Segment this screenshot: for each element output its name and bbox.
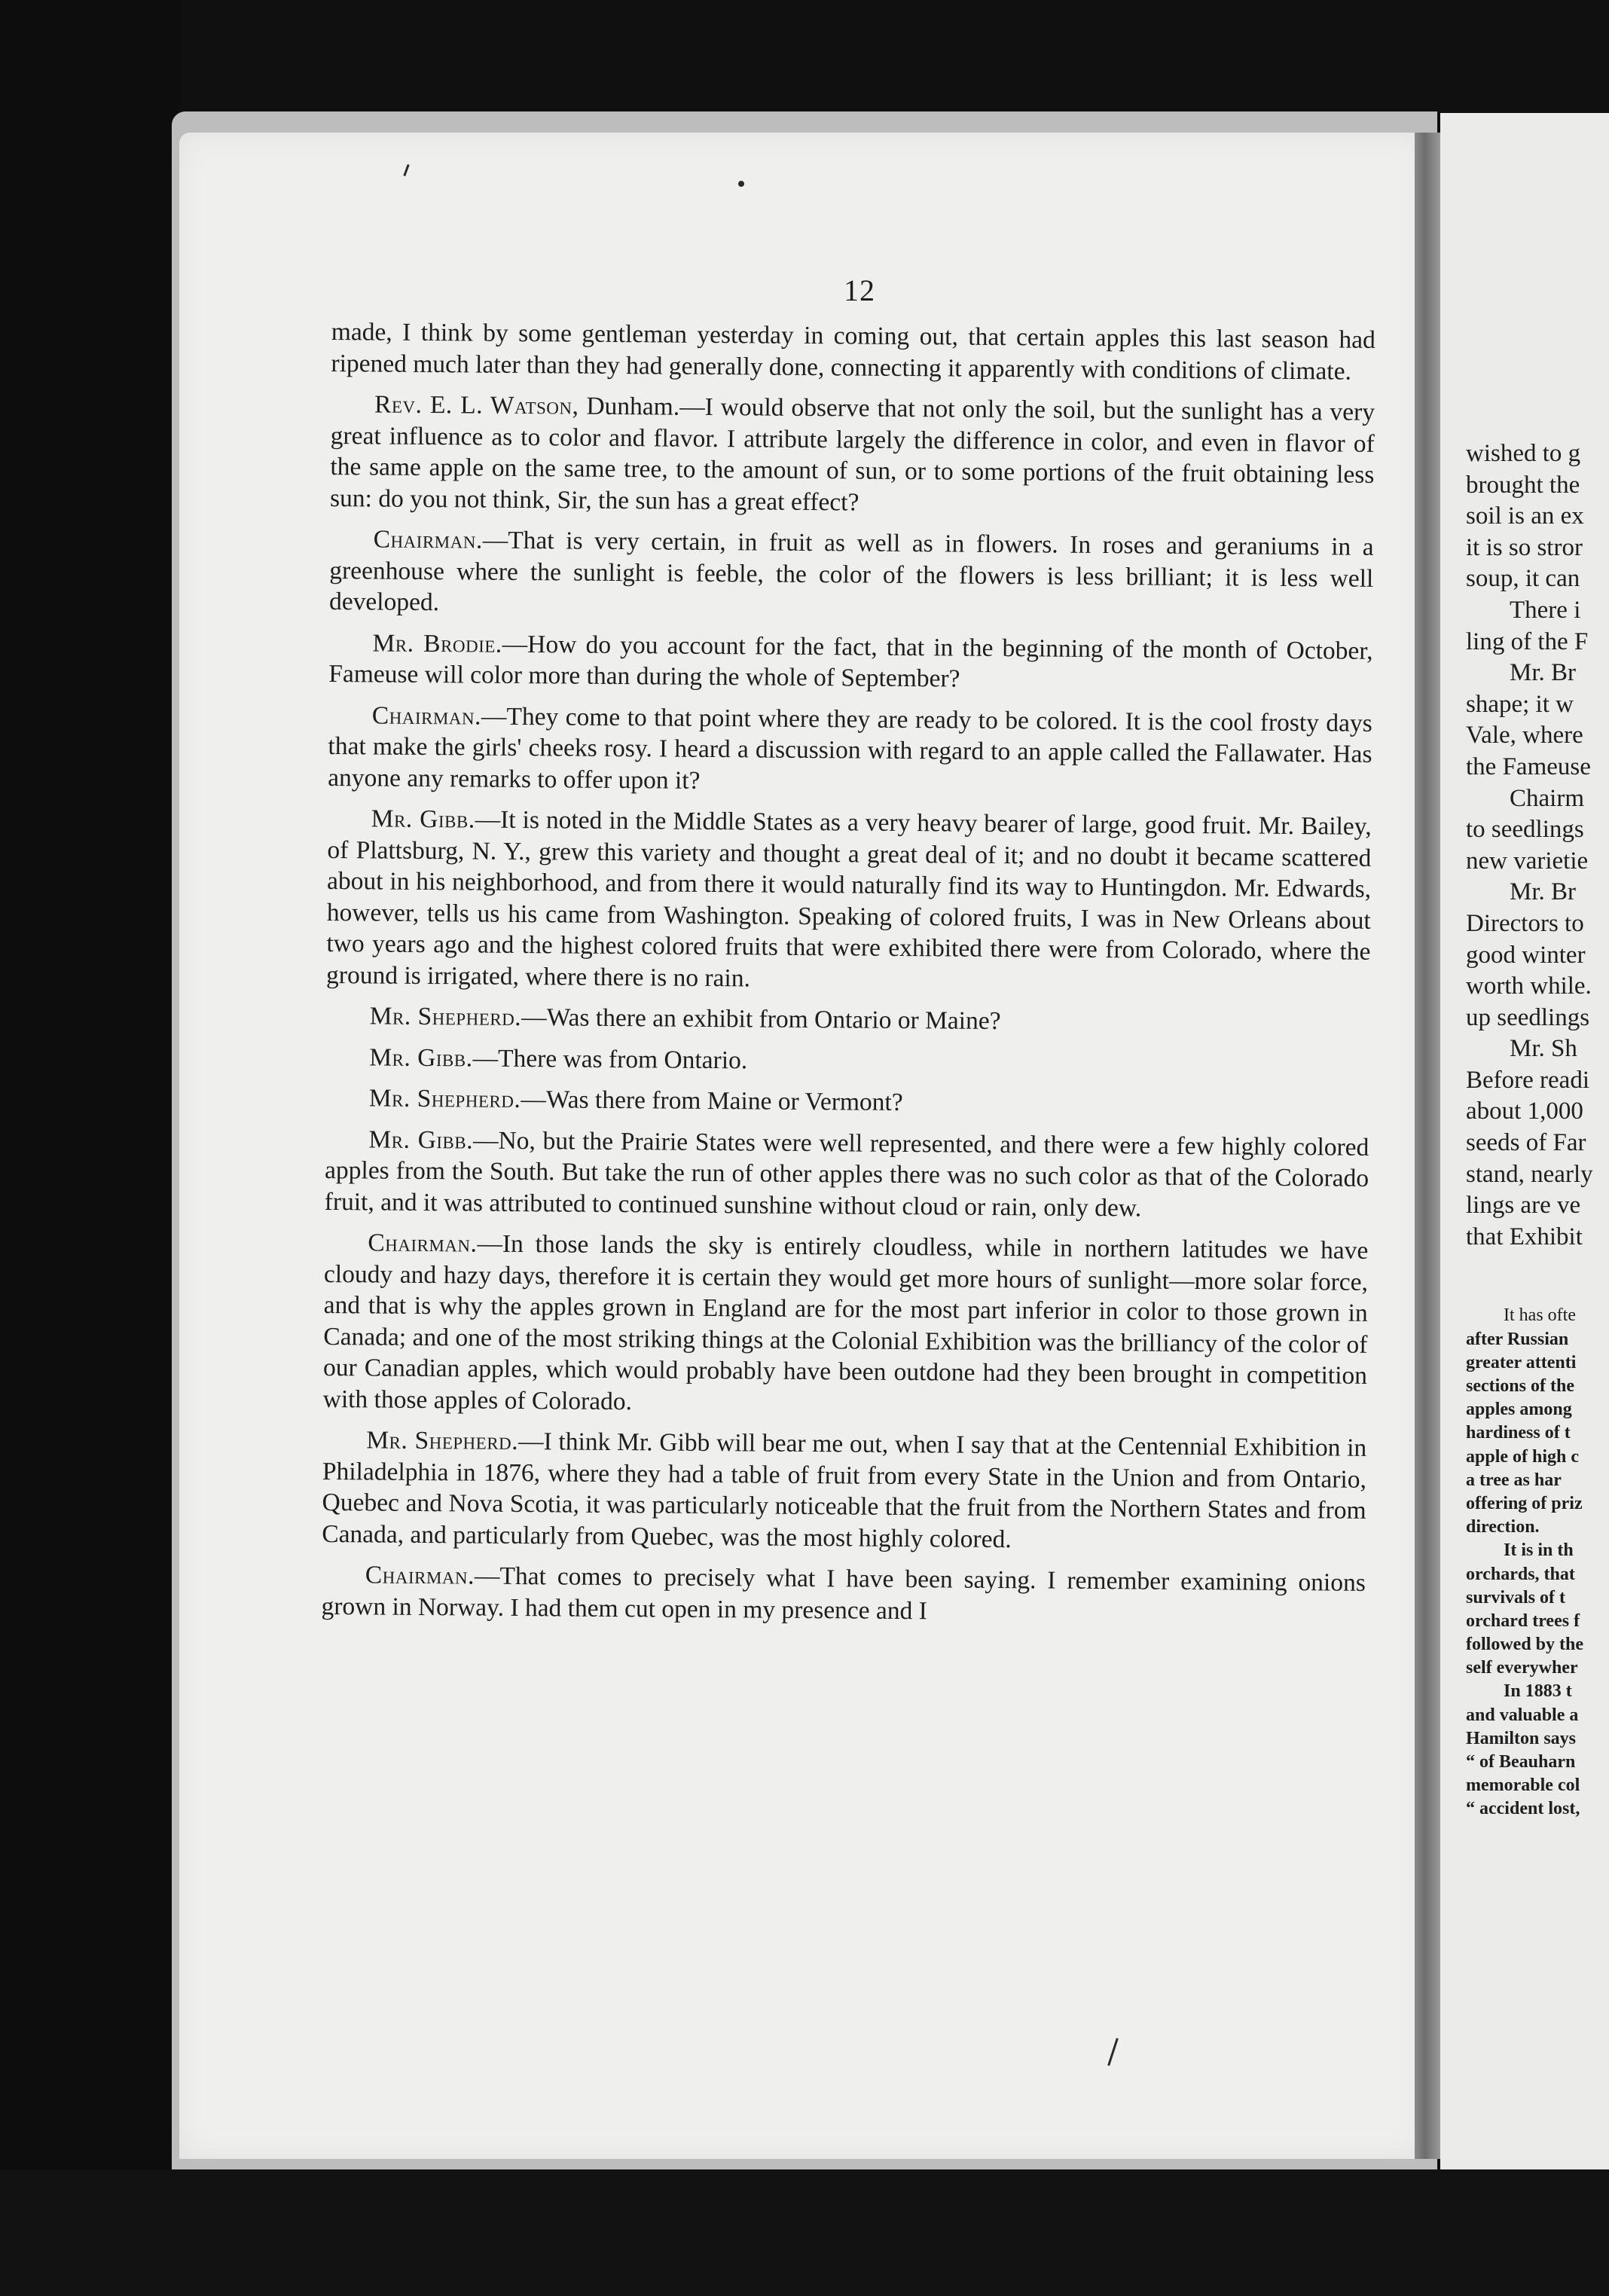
paragraph-text: —Was there from Maine or Vermont? bbox=[521, 1085, 903, 1116]
facing-line: sections of the bbox=[1466, 1376, 1574, 1396]
speaker-name: Chairman. bbox=[365, 1561, 475, 1590]
facing-line: seeds of Far bbox=[1466, 1129, 1586, 1157]
facing-line: and valuable a bbox=[1466, 1705, 1579, 1725]
speaker-name: Chairman. bbox=[371, 701, 482, 731]
facing-line: to seedlings bbox=[1466, 816, 1584, 844]
facing-line: offering of priz bbox=[1466, 1493, 1583, 1513]
paragraph-text: —In those lands the sky is entirely cloudless, while in northern latitudes we have cloudy and hazy days, therefore it is certain they would get more hours of sunlight—more solar force, and that is why the apples grown in England are for the most part inferior in color to those grown in Canada; and one of the most striking things at the Colonial Exhibition was the brilliancy of the color of our Canadian apples, which would probably have been outdone had they been brought in competition with those apples of Colorado. bbox=[322, 1229, 1369, 1415]
facing-page-small-lines bbox=[1466, 1304, 1609, 1821]
facing-line: “ accident lost, bbox=[1466, 1799, 1580, 1819]
speaker-name: Mr. Gibb. bbox=[371, 805, 475, 834]
facing-line: direction. bbox=[1466, 1517, 1540, 1537]
paragraph bbox=[325, 1082, 1369, 1122]
speaker-name: Chairman. bbox=[373, 525, 483, 554]
paragraph bbox=[322, 1424, 1366, 1558]
paragraph bbox=[321, 1559, 1366, 1630]
facing-line: shape; it w bbox=[1466, 690, 1574, 718]
facing-line: up seedlings bbox=[1466, 1003, 1590, 1031]
page-number: 12 bbox=[844, 273, 875, 307]
facing-line: it is so stror bbox=[1466, 533, 1583, 561]
facing-line: good winter bbox=[1466, 941, 1586, 969]
scan-bottom-backdrop bbox=[0, 2169, 1609, 2296]
facing-line: Chairm bbox=[1510, 784, 1584, 812]
paragraph bbox=[326, 1000, 1370, 1040]
paragraph bbox=[329, 524, 1374, 625]
paragraph bbox=[328, 627, 1373, 698]
scan-speck bbox=[738, 181, 744, 187]
paragraph-text: Dunham.—I would observe that not only the soil, but the sunlight has a very great influence as to color and flavor. I attribute largely the difference in color, and even in flavor of the same apple on the same tree, to the amount of sun, or to some portions of the fruit obtaining less sun: do you not think, Sir, the sun has a great effect? bbox=[329, 392, 1375, 517]
facing-line: ling of the F bbox=[1466, 627, 1589, 655]
facing-line: Hamilton says bbox=[1466, 1728, 1577, 1748]
paragraph-text: —I think Mr. Gibb will bear me out, when I say that at the Centennial Exhibition in Philadelphia in 1876, where they had a table of fruit from every State in the Union and from Ontario, Quebec and Nova Scotia, it was particularly noticeable that the fruit from the Northern States and from Canada, and particularly from Quebec, was the most highly colored. bbox=[322, 1427, 1367, 1553]
facing-line: wished to g bbox=[1466, 440, 1581, 467]
facing-line: followed by the bbox=[1466, 1635, 1583, 1655]
paragraph bbox=[331, 316, 1375, 387]
facing-line: soup, it can bbox=[1466, 565, 1580, 593]
facing-line: There i bbox=[1510, 596, 1581, 624]
paragraph-text: —That comes to precisely what I have been saying. I remember examining onions grown in Norway. I had them cut open in my presence and I bbox=[321, 1562, 1366, 1625]
book-gutter bbox=[1415, 133, 1440, 2159]
facing-line: orchards, that bbox=[1466, 1564, 1575, 1584]
facing-line: about 1,000 bbox=[1466, 1098, 1583, 1125]
facing-line: after Russian bbox=[1466, 1329, 1569, 1349]
facing-line: brought the bbox=[1466, 471, 1580, 499]
speaker-name: Mr. Gibb. bbox=[369, 1043, 473, 1073]
facing-line: a tree as har bbox=[1466, 1470, 1562, 1490]
facing-page-text bbox=[1466, 438, 1609, 1821]
paragraph-text: —How do you account for the fact, that in the beginning of the month of October, Fameuse will color more than during the whole of September? bbox=[328, 630, 1373, 693]
facing-line: Before readi bbox=[1466, 1066, 1589, 1094]
facing-line: Mr. Br bbox=[1510, 878, 1577, 906]
facing-line: Directors to bbox=[1466, 909, 1584, 937]
facing-line: new varietie bbox=[1466, 847, 1589, 875]
facing-line: that Exhibit bbox=[1466, 1223, 1583, 1250]
facing-page-large-lines bbox=[1466, 438, 1609, 1253]
facing-line: lings are ve bbox=[1466, 1192, 1581, 1220]
paragraph-text: —There was from Ontario. bbox=[472, 1044, 748, 1074]
facing-line: self everywher bbox=[1466, 1658, 1578, 1678]
facing-line: Vale, where bbox=[1466, 722, 1583, 750]
paragraph bbox=[328, 699, 1372, 801]
facing-line: In 1883 t bbox=[1504, 1681, 1572, 1702]
facing-line: It has ofte bbox=[1504, 1305, 1576, 1326]
facing-line: “ of Beauharn bbox=[1466, 1752, 1576, 1772]
paragraph-text: —It is noted in the Middle States as a very heavy bearer of large, good fruit. Mr. Bailey, of Plattsburg, N. Y., grew this variety and thought a great deal of it; and no doubt it became scattered about in his neighborhood, and from there it would naturally find its way to Huntingdon. Mr. Edwards, however, tells us his came from Washington. Speaking of colored fruits, I was in New Orleans about two years ago and the highest colored fruits that were exhibited there were from Colorado, where the ground is irrigated, where there is no rain. bbox=[325, 805, 1372, 992]
paragraph bbox=[325, 1041, 1369, 1080]
paragraph bbox=[326, 803, 1372, 999]
facing-line: It is in th bbox=[1504, 1540, 1574, 1561]
right-page bbox=[1440, 113, 1609, 2169]
facing-line: hardiness of t bbox=[1466, 1423, 1571, 1443]
speaker-name: Mr. Shepherd. bbox=[366, 1426, 519, 1455]
facing-line: survivals of t bbox=[1466, 1587, 1565, 1608]
facing-line: Mr. Sh bbox=[1510, 1035, 1577, 1063]
paragraph bbox=[323, 1227, 1369, 1423]
facing-line: worth while. bbox=[1466, 972, 1592, 1000]
facing-line: orchard trees f bbox=[1466, 1611, 1580, 1631]
paragraph bbox=[330, 389, 1375, 522]
speaker-name: Chairman. bbox=[368, 1229, 478, 1258]
facing-line: soil is an ex bbox=[1466, 502, 1584, 530]
paragraph-text: —They come to that point where they are ready to be colored. It is the cool frosty days that make the girls' cheeks rosy. I heard a discussion with regard to an apple called the Fallawater. Has anyone any remarks to offer upon it? bbox=[328, 702, 1372, 795]
facing-line: apples among bbox=[1466, 1400, 1572, 1420]
paragraph-text: —That is very certain, in fruit as well as in flowers. In roses and geraniums in a greenhouse where the sunlight is feeble, the color of the flowers is less brilliant; it is less well developed. bbox=[328, 526, 1374, 617]
page-body bbox=[321, 316, 1375, 1640]
paragraph-text: made, I think by some gentleman yesterday in coming out, that certain apples this last season had ripened much later than they had generally done, connecting it apparently with conditions of climate. bbox=[331, 317, 1375, 386]
speaker-name: Mr. Shepherd. bbox=[368, 1084, 521, 1114]
facing-line: apple of high c bbox=[1466, 1446, 1580, 1467]
facing-line: stand, nearly bbox=[1466, 1160, 1593, 1188]
speaker-name: Mr. Brodie. bbox=[372, 628, 502, 658]
paragraph-text: —Was there an exhibit from Ontario or Maine? bbox=[521, 1003, 1001, 1036]
facing-line: memorable col bbox=[1466, 1775, 1580, 1796]
paragraph-text: —No, but the Prairie States were well represented, and there were a few highly colored apples from the South. But take the run of other apples there was no such color as that of the Colorado fruit, and it was attributed to continued sunshine without cloud or rain, only dew. bbox=[324, 1126, 1369, 1222]
speaker-name: Mr. Gibb. bbox=[368, 1125, 474, 1155]
facing-line: Mr. Br bbox=[1510, 659, 1577, 687]
facing-line: the Fameuse bbox=[1466, 753, 1591, 780]
paragraph bbox=[325, 1123, 1369, 1225]
scan-backdrop bbox=[0, 0, 181, 2296]
speaker-name: Rev. E. L. Watson, bbox=[374, 390, 579, 420]
speaker-name: Mr. Shepherd. bbox=[369, 1002, 522, 1032]
facing-line: greater attenti bbox=[1466, 1352, 1577, 1372]
